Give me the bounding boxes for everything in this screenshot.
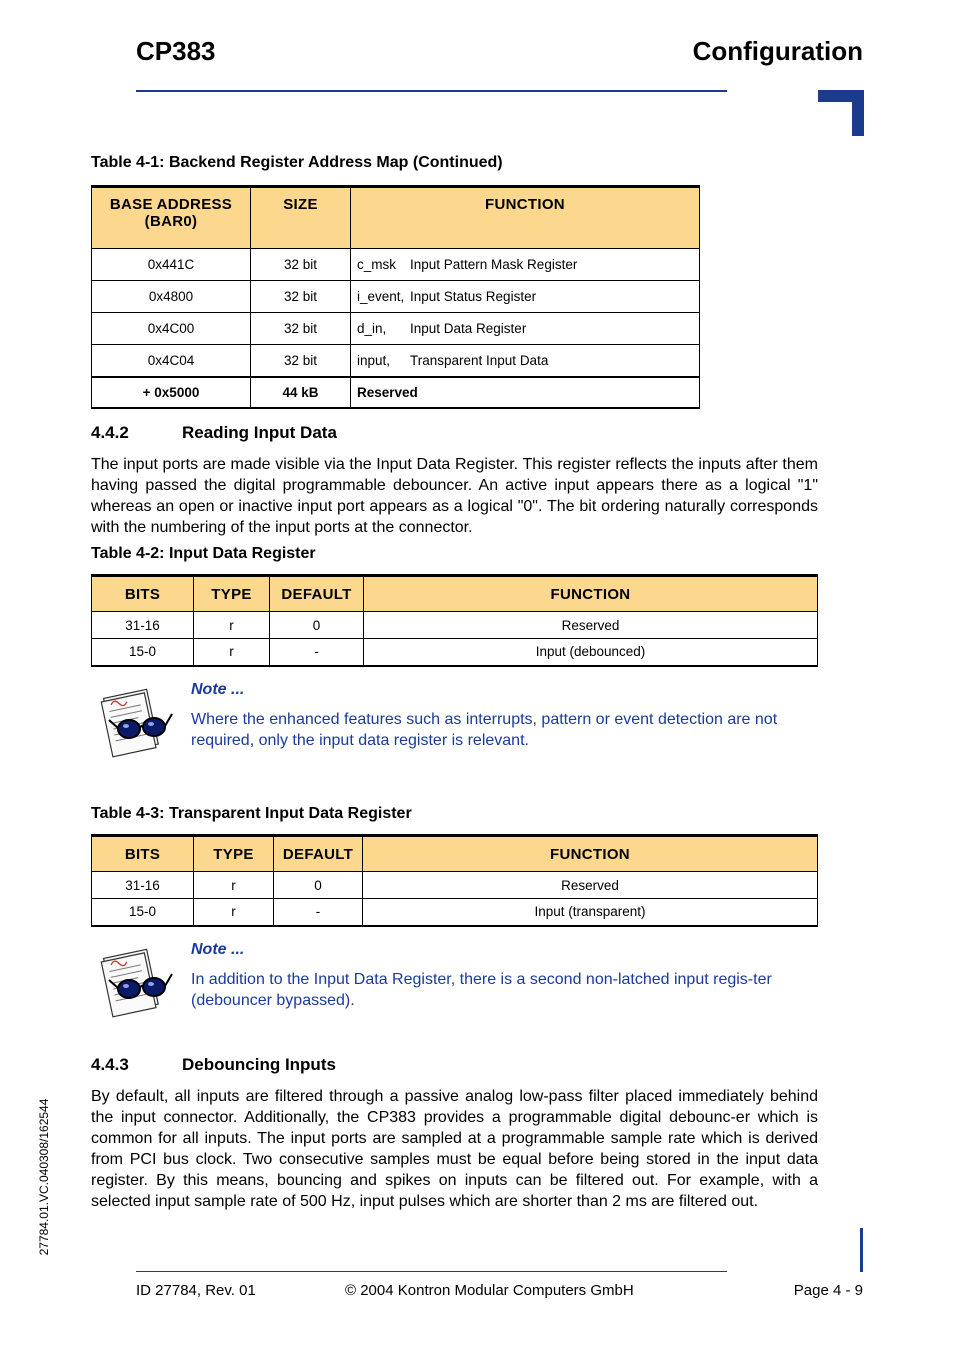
cell-function: Input (transparent): [363, 899, 818, 926]
header-size: SIZE: [251, 187, 351, 249]
table-row: [92, 313, 700, 345]
header-type: TYPE: [194, 576, 270, 612]
cell-default: -: [270, 639, 364, 666]
header-bits: BITS: [92, 576, 194, 612]
doc-title: CP383: [136, 36, 216, 66]
footer-page-number: Page 4 - 9: [793, 1282, 863, 1299]
table-row: [92, 345, 700, 377]
cell-size: 32 bit: [251, 345, 351, 377]
cell-address: 0x4800: [92, 281, 251, 313]
table-row: [92, 281, 700, 313]
section-body: The input ports are made visible via the Input Data Register. This register reflects the inputs after them having passed the digital programmable debouncer. An active input appears there as a logical "1" whereas an open or inactive input port appears as a logical "0". The bit ordering naturally corresponds with the numbering of the input ports at the connector.: [91, 456, 818, 536]
note-title: Note ...: [191, 681, 245, 698]
table-row: [92, 639, 818, 666]
section-body: By default, all inputs are filtered through a passive analog low-pass filter placed immediately behind the input connector. Additionally, the CP383 provides a programmable digital debounc-er which is common for all inputs. The input ports are sampled at a programmable sample rate which is derived from PCI bus clock. Two consecutive samples must be equal before being stored in the input data register. By this means, bouncing and spikes on inputs can be filtered out. For example, with a selected input sample rate of 500 Hz, input pulses which are shorter than 2 ms are filtered out.: [91, 1088, 818, 1210]
cell-function: c_msk Input Pattern Mask Register: [351, 249, 700, 281]
cell-bits: 31-16: [92, 612, 194, 639]
note-title: Note ...: [191, 941, 245, 958]
cell-size: 44 kB: [251, 377, 351, 408]
header-base-address: BASE ADDRESS (BAR0): [92, 187, 251, 249]
table-row: [92, 377, 700, 408]
cell-function: i_event, Input Status Register: [351, 281, 700, 313]
header-type: TYPE: [194, 836, 274, 872]
cell-function: Reserved: [364, 612, 818, 639]
footer-bar: [860, 1228, 863, 1272]
table-row: [92, 612, 818, 639]
table1-caption: Table 4-1: Backend Register Address Map (Continued): [91, 154, 503, 171]
cell-default: -: [274, 899, 363, 926]
cell-bits: 15-0: [92, 899, 194, 926]
cell-size: 32 bit: [251, 313, 351, 345]
cell-function: Reserved: [363, 872, 818, 899]
table-backend-address-map: [91, 185, 700, 409]
note-glasses-icon: [99, 684, 175, 758]
cell-address: 0x4C00: [92, 313, 251, 345]
cell-size: 32 bit: [251, 249, 351, 281]
section-heading: 4.4.2 Reading Input Data: [91, 423, 337, 442]
cell-function: Reserved: [351, 377, 700, 408]
cell-size: 32 bit: [251, 281, 351, 313]
footer-rule: [136, 1271, 727, 1272]
corner-mark-icon: [818, 90, 864, 136]
header-rule: [136, 90, 727, 92]
cell-function: input, Transparent Input Data: [351, 345, 700, 377]
table-transparent-input-data-register: [91, 834, 818, 927]
footer-copyright: © 2004 Kontron Modular Computers GmbH: [345, 1282, 634, 1299]
header-default: DEFAULT: [270, 576, 364, 612]
cell-type: r: [194, 612, 270, 639]
note-glasses-icon: [99, 944, 175, 1018]
cell-default: 0: [270, 612, 364, 639]
cell-type: r: [194, 899, 274, 926]
cell-default: 0: [274, 872, 363, 899]
header-default: DEFAULT: [274, 836, 363, 872]
header-function: FUNCTION: [351, 187, 700, 249]
cell-type: r: [194, 872, 274, 899]
cell-address: + 0x5000: [92, 377, 251, 408]
section-heading: 4.4.3 Debouncing Inputs: [91, 1055, 336, 1074]
cell-bits: 15-0: [92, 639, 194, 666]
cell-address: 0x4C04: [92, 345, 251, 377]
table2-caption: Table 4-2: Input Data Register: [91, 545, 316, 562]
table-row: [92, 872, 818, 899]
cell-address: 0x441C: [92, 249, 251, 281]
table-row: [92, 249, 700, 281]
table-input-data-register: [91, 574, 818, 667]
cell-function: d_in, Input Data Register: [351, 313, 700, 345]
header-bits: BITS: [92, 836, 194, 872]
note-text: Where the enhanced features such as interrupts, pattern or event detection are not required, only the input data register is relevant.: [191, 711, 778, 749]
note-text: In addition to the Input Data Register, there is a second non-latched input regis-ter (debouncer bypassed).: [191, 971, 772, 1009]
cell-type: r: [194, 639, 270, 666]
table-row: [92, 899, 818, 926]
cell-bits: 31-16: [92, 872, 194, 899]
header-function: FUNCTION: [363, 836, 818, 872]
side-document-id: 27784.01.VC.040308/162544: [37, 1098, 51, 1256]
header-function: FUNCTION: [364, 576, 818, 612]
footer-doc-id: ID 27784, Rev. 01: [136, 1282, 256, 1299]
table3-caption: Table 4-3: Transparent Input Data Register: [91, 805, 412, 822]
chapter-title: Configuration: [692, 36, 863, 66]
cell-function: Input (debounced): [364, 639, 818, 666]
